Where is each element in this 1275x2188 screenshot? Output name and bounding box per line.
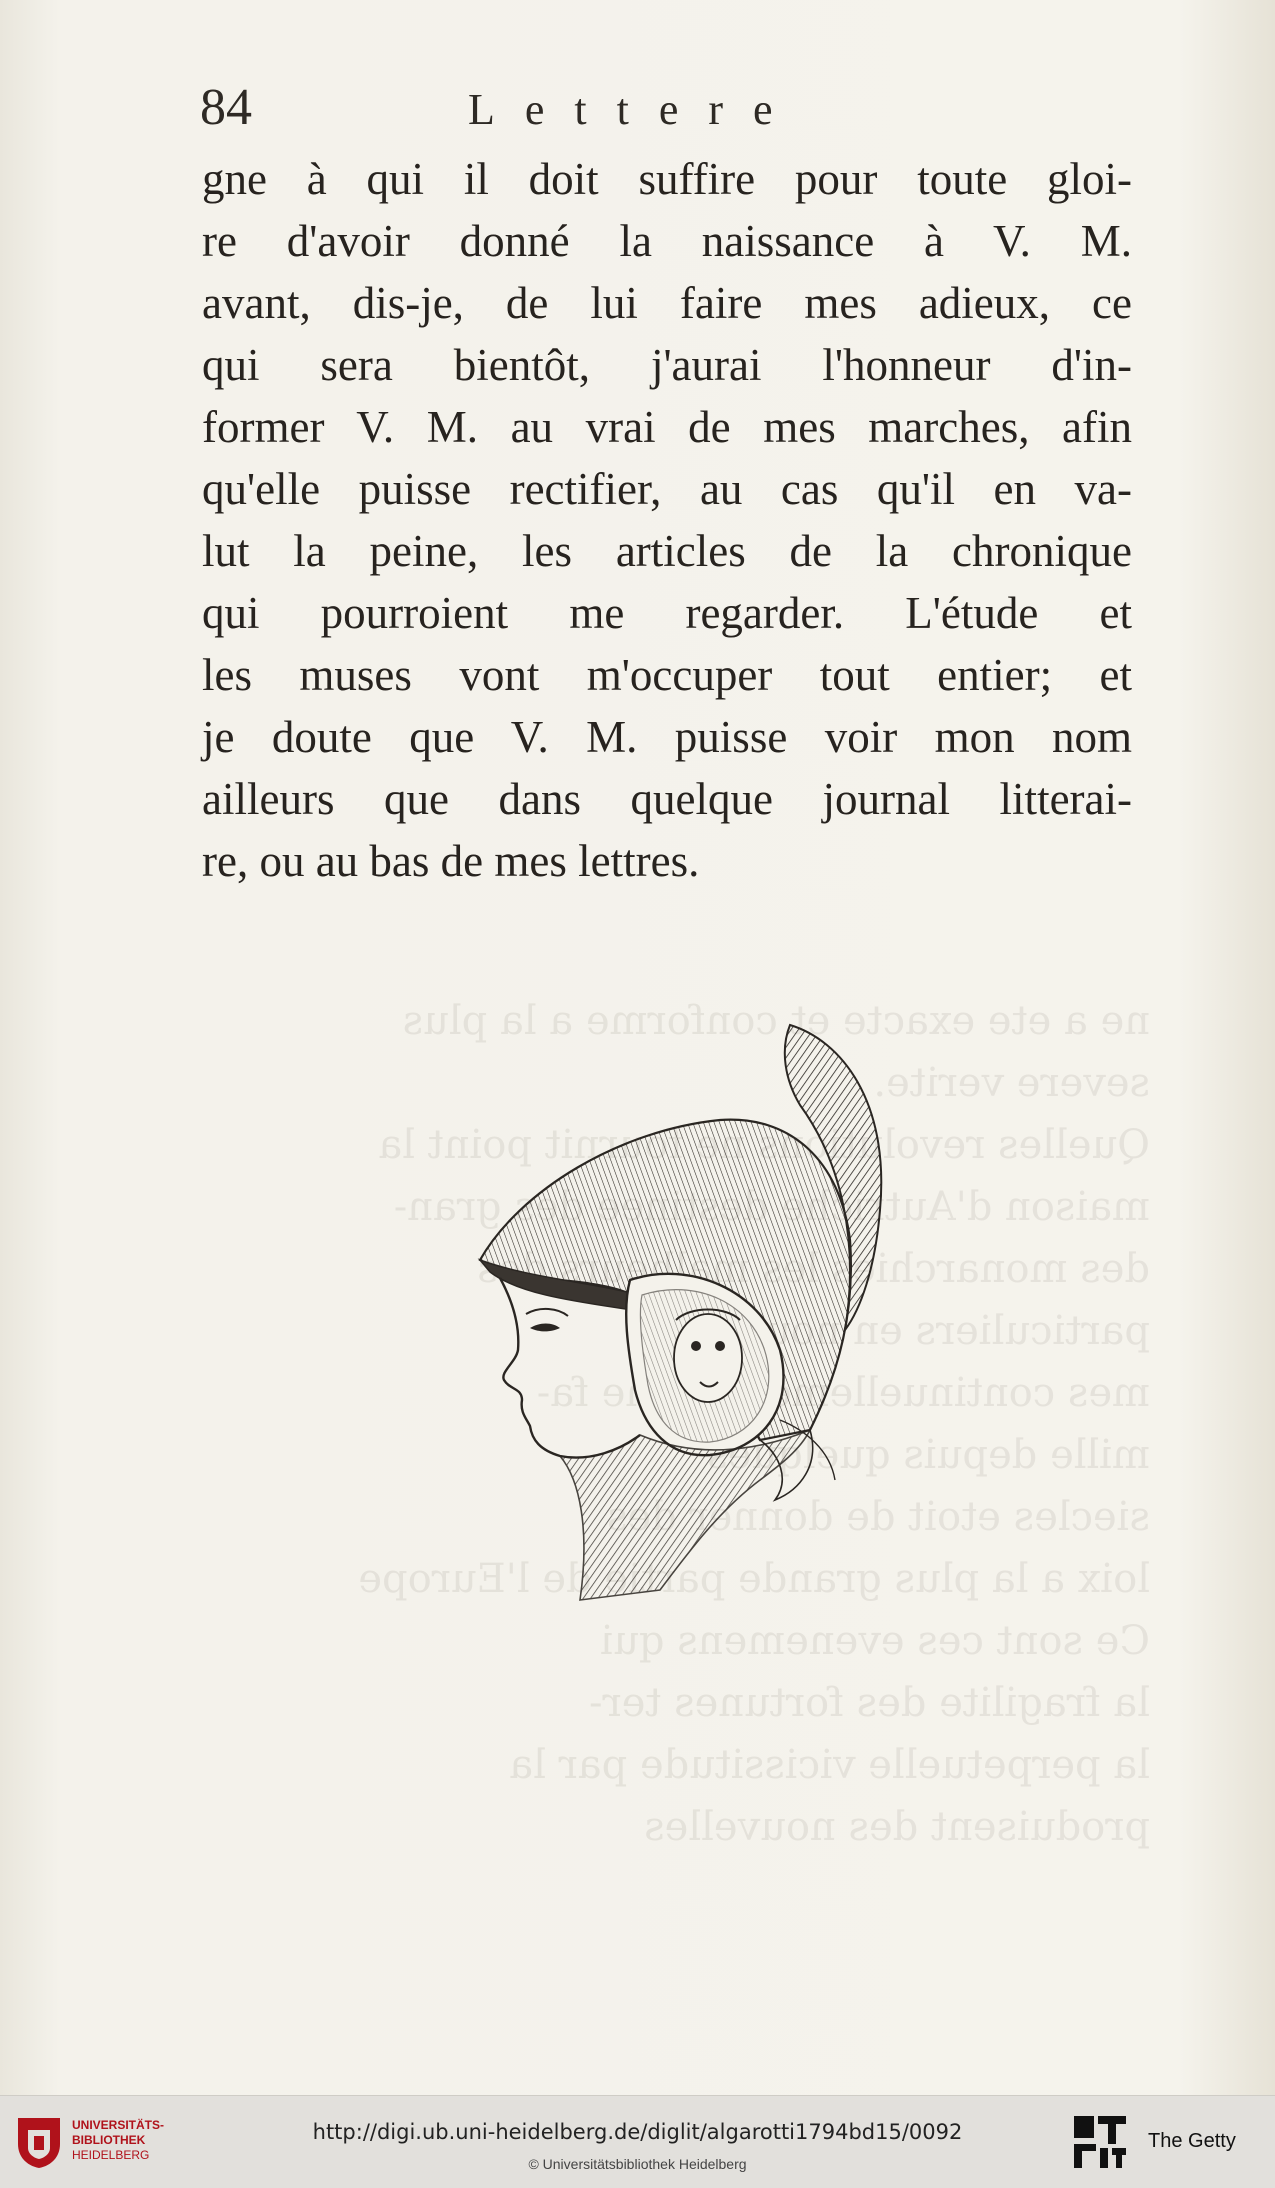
text-line: qu'elle puisse rectifier, au cas qu'il en va- (202, 464, 1132, 514)
running-title: Lettere (468, 85, 803, 134)
text-line: qui pourroient me regarder. L'étude et (202, 588, 1132, 638)
text-line: re d'avoir donné la naissance à V. M. (202, 216, 1132, 266)
text-line: re, ou au bas de mes lettres. (202, 836, 700, 886)
text-line: avant, dis-je, de lui faire mes adieux, ce (202, 278, 1132, 328)
helmeted-head-engraving (460, 1010, 920, 1610)
getty-logo-icon (1072, 2114, 1128, 2170)
partner-name: The Getty (1148, 2130, 1236, 2152)
text-line: ailleurs que dans quelque journal litterai- (202, 774, 1132, 824)
text-line: gne à qui il doit suffire pour toute gloi- (202, 154, 1132, 204)
text-line: lut la peine, les articles de la chronique (202, 526, 1132, 576)
text-line: je doute que V. M. puisse voir mon nom (202, 712, 1132, 762)
body-text (202, 148, 1132, 892)
copyright-notice: © Universitätsbibliothek Heidelberg (528, 2156, 747, 2172)
text-line: former V. M. au vrai de mes marches, afin (202, 402, 1132, 452)
show-through-text: ne a ete exacte et conforme a la plus severe verite. Quelles fournit point la maison d'Autriche gran- des monarchies particuliers en nous me- mes continuellement d'une fa- mille depuis quelques siecles etoit de donner des loix a la plus grande partie de l'Europe Ce sont ces evenemens qui la fragilite des fortunes ter- la perpetuelle vicissitude par la produisent des nouvelles (358, 998, 1150, 1850)
text-line: qui sera bientôt, j'aurai l'honneur d'in- (202, 340, 1132, 390)
running-header (200, 78, 1130, 138)
library-name: UNIVERSITÄTS- BIBLIOTHEK HEIDELBERG (72, 2118, 165, 2162)
digitization-footer (0, 2095, 1275, 2188)
page-number: 84 (200, 79, 252, 136)
text-line: les muses vont m'occuper tout entier; et (202, 650, 1132, 700)
permalink-url[interactable]: http://digi.ub.uni-heidelberg.de/diglit/algarotti1794bd15/0092 (312, 2120, 963, 2144)
